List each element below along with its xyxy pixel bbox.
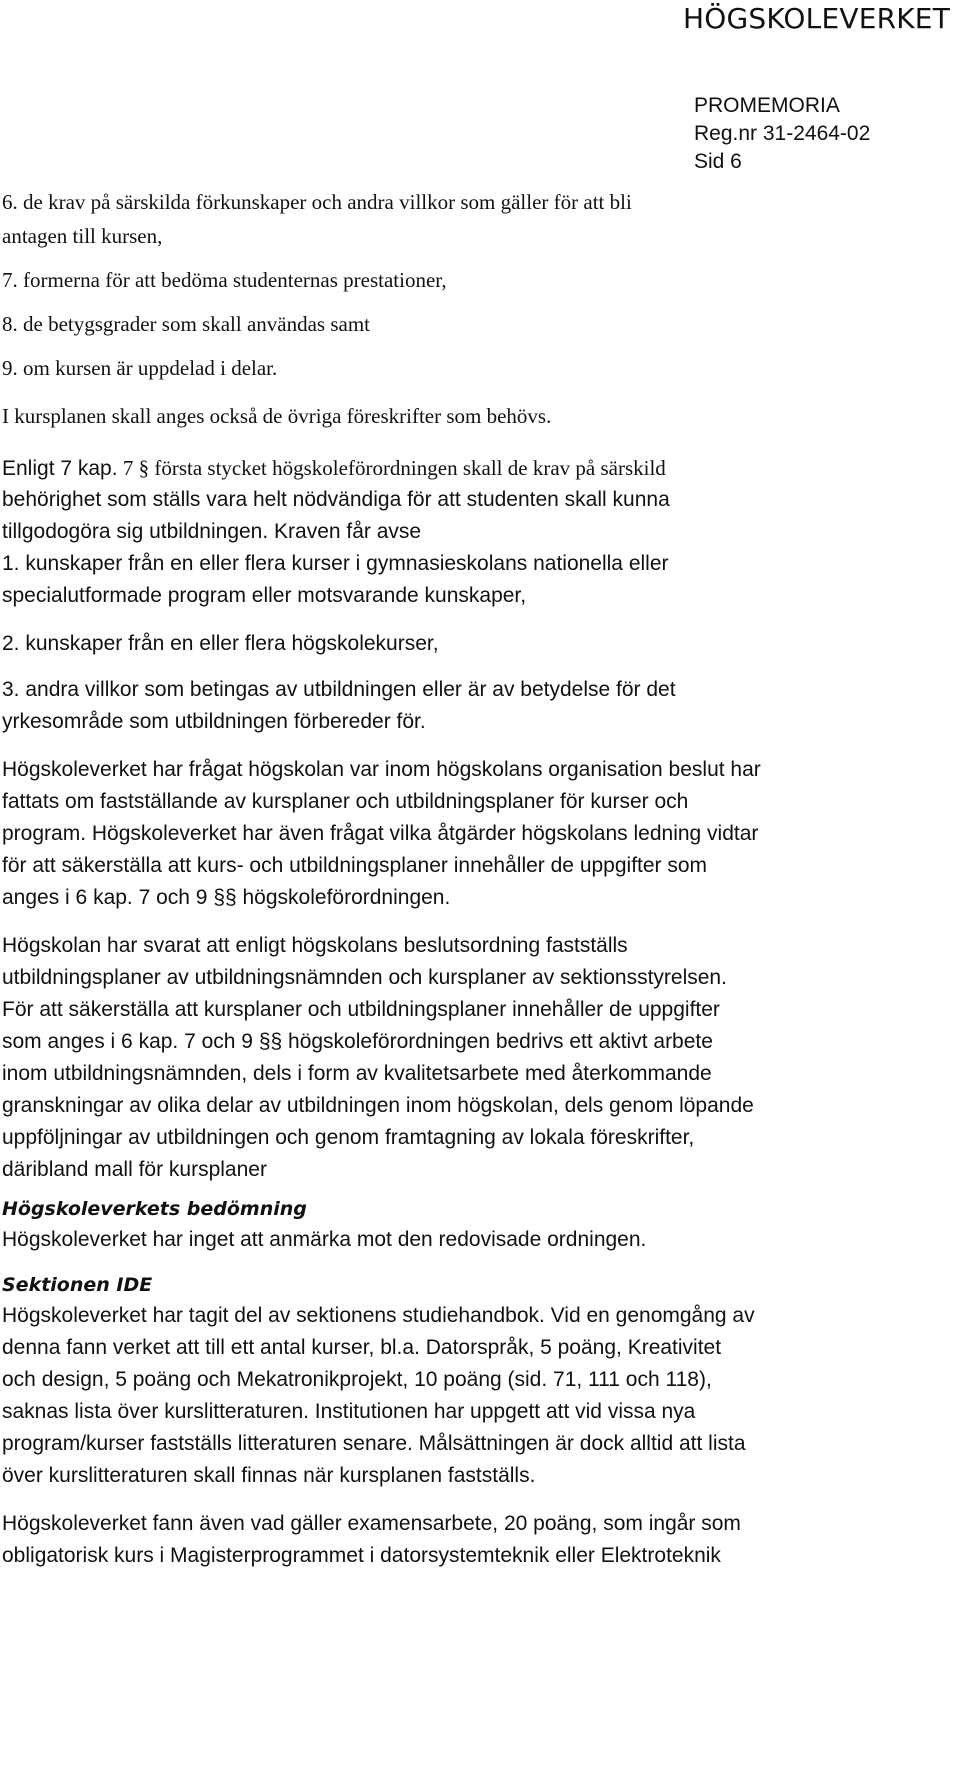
paragraph-svarat-line: Högskolan har svarat att enligt högskolans beslutsordning fastställs (2, 934, 628, 957)
paragraph-svarat-line: som anges i 6 kap. 7 och 9 §§ högskoleförordningen bedrivs ett aktivt arbete (2, 1030, 713, 1053)
list-item-6-line-2: antagen till kursen, (2, 224, 163, 248)
paragraph-svarat-line: uppföljningar av utbildningen och genom framtagning av lokala föreskrifter, (2, 1126, 695, 1149)
paragraph-fragat-line: anges i 6 kap. 7 och 9 §§ högskoleförordningen. (2, 886, 451, 909)
paragraph-enligt-line-1 (2, 456, 666, 481)
paragraph-svarat-line: däribland mall för kursplaner (2, 1158, 267, 1181)
organization-name: HÖGSKOLEVERKET (683, 2, 950, 35)
list-item-9: 9. om kursen är uppdelad i delar. (2, 356, 278, 380)
list2-item-3-line-2: yrkesområde som utbildningen förbereder för. (2, 710, 426, 733)
memo-info (694, 92, 870, 176)
list-item-8: 8. de betygsgrader som skall användas samt (2, 312, 370, 336)
list2-item-3-line-1: 3. andra villkor som betingas av utbildningen eller är av betydelse för det (2, 678, 676, 701)
memo-type: PROMEMORIA (694, 94, 840, 117)
paragraph-bedomning: Högskoleverket har inget att anmärka mot den redovisade ordningen. (2, 1228, 647, 1251)
list2-item-1-line-1: 1. kunskaper från en eller flera kurser i gymnasieskolans nationella eller (2, 552, 669, 575)
paragraph-sektionen-line: Högskoleverket har tagit del av sektionens studiehandbok. Vid en genomgång av (2, 1304, 755, 1327)
paragraph-svarat-line: inom utbildningsnämnden, dels i form av kvalitetsarbete med återkommande (2, 1062, 712, 1085)
paragraph-fragat-line: för att säkerställa att kurs- och utbildningsplaner innehåller de uppgifter som (2, 854, 708, 877)
list-item-6-line-1: 6. de krav på särskilda förkunskaper och andra villkor som gäller för att bli (2, 190, 632, 214)
paragraph-examen-line: Högskoleverket fann även vad gäller examensarbete, 20 poäng, som ingår som (2, 1512, 741, 1535)
paragraph-sektionen-line: och design, 5 poäng och Mekatronikprojekt, 10 poäng (sid. 71, 111 och 118), (2, 1368, 712, 1391)
paragraph-fragat-line: Högskoleverket har frågat högskolan var inom högskolans organisation beslut har (2, 758, 761, 781)
list2-item-2: 2. kunskaper från en eller flera högskolekurser, (2, 632, 439, 655)
paragraph-enligt-line-2: behörighet som ställs vara helt nödvändiga för att studenten skall kunna (2, 488, 670, 511)
section-heading-bedomning: Högskoleverkets bedömning (2, 1198, 307, 1220)
enligt-rest: 7 § första stycket högskoleförordningen skall de krav på särskild (117, 456, 666, 480)
section-heading-sektionen-ide: Sektionen IDE (2, 1274, 153, 1296)
list2-item-1-line-2: specialutformade program eller motsvarande kunskaper, (2, 584, 527, 607)
paragraph-examen-line: obligatorisk kurs i Magisterprogrammet i datorsystemteknik eller Elektroteknik (2, 1544, 721, 1567)
paragraph-enligt-line-3: tillgodogöra sig utbildningen. Kraven får avse (2, 520, 422, 543)
enligt-lead: Enligt 7 kap. (2, 457, 118, 480)
list-item-7: 7. formerna för att bedöma studenternas prestationer, (2, 268, 447, 292)
paragraph-svarat-line: granskningar av olika delar av utbildningen inom högskolan, dels genom löpande (2, 1094, 754, 1117)
registration-number: Reg.nr 31-2464-02 (694, 122, 871, 145)
page-number: Sid 6 (694, 150, 742, 173)
paragraph-svarat-line: För att säkerställa att kursplaner och utbildningsplaner innehåller de uppgifter (2, 998, 720, 1021)
paragraph-sektionen-line: denna fann verket att till ett antal kurser, bl.a. Datorspråk, 5 poäng, Kreativitet (2, 1336, 722, 1359)
paragraph-sektionen-line: program/kurser fastställs litteraturen senare. Målsättningen är dock alltid att lista (2, 1432, 746, 1455)
paragraph-kursplan: I kursplanen skall anges också de övriga föreskrifter som behövs. (2, 404, 552, 428)
paragraph-sektionen-line: över kurslitteraturen skall finnas när kursplanen fastställs. (2, 1464, 536, 1487)
paragraph-fragat-line: fattats om fastställande av kursplaner och utbildningsplaner för kurser och (2, 790, 689, 813)
paragraph-svarat-line: utbildningsplaner av utbildningsnämnden och kursplaner av sektionsstyrelsen. (2, 966, 727, 989)
paragraph-sektionen-line: saknas lista över kurslitteraturen. Institutionen har uppgett att vid vissa nya (2, 1400, 696, 1423)
paragraph-fragat-line: program. Högskoleverket har även frågat vilka åtgärder högskolans ledning vidtar (2, 822, 759, 845)
